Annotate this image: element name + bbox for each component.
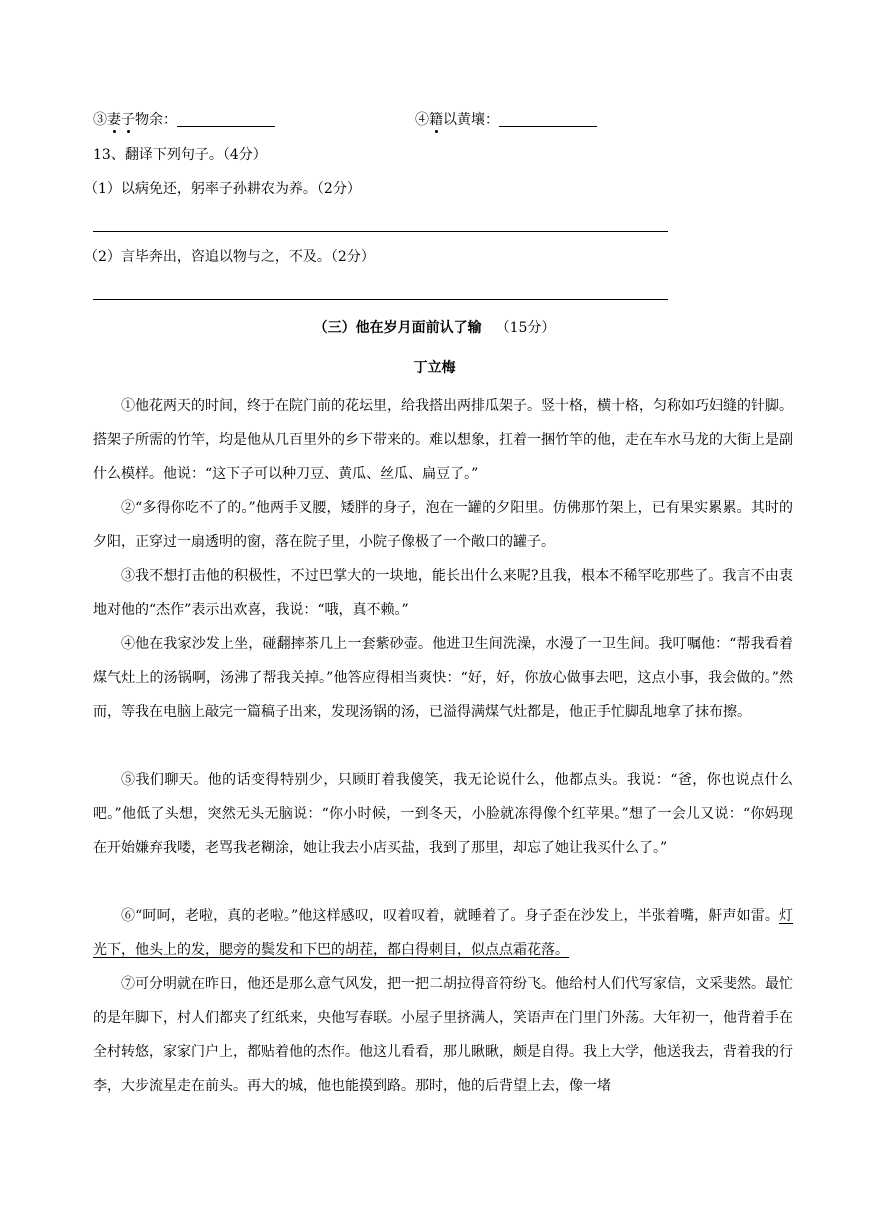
q13-sentence-1: （1）以病免还，躬率子孙耕农为养。（2分） — [84, 181, 361, 197]
paragraph-3: ③我不想打击他的积极性，不过巴掌大的一块地，能长出什么来呢?且我，根本不稀罕吃那些了。我言不由衷地对他的“杰作”表示出欢喜，我说：“哦，真不赖。” — [93, 568, 793, 618]
q13-title: 13、翻译下列句子。（4分） — [93, 147, 267, 163]
q13-answer-line-1[interactable] — [93, 231, 668, 232]
paragraph-7: ⑦可分明就在昨日，他还是那么意气风发，把一把二胡拉得音符纷飞。他给村人们代写家信，文采斐然。最忙的是年脚下，村人们都夹了红纸来，央他写春联。小屋子里挤满人，笑语声在门里门外荡。大年初一，他背着手在全村转悠，家家门户上，都贴着他的杰作。他这儿看看，那儿瞅瞅，颇是自得。我上大学，他送我去，背着我的行李，大步流星走在前头。再大的城，他也能摸到路。那时，他的后背望上去，像一堵 — [93, 976, 793, 1094]
q12-item-3-answer-blank[interactable] — [177, 126, 275, 127]
q12-item-4-prefix: ④ — [415, 112, 429, 128]
paragraph-6-text: ⑥“呵呵，老啦，真的老啦。”他这样感叹，叹着叹着，就睡着了。身子歪在沙发上，半张着嘴，鼾声如雷。 — [121, 908, 779, 924]
q12-item-3-char-4: 余 — [149, 112, 163, 128]
section-title: （三）他在岁月面前认了输 — [313, 320, 482, 336]
q12-item-4-answer-blank[interactable] — [499, 126, 597, 127]
q12-item-3-char-2: 子 — [121, 112, 135, 128]
article-author: 丁立梅 — [413, 360, 456, 376]
paragraph-2: ②“多得你吃不了的。”他两手叉腰，矮胖的身子，泡在一罐的夕阳里。仿佛那竹架上，已有果实累累。其时的夕阳，正穿过一扇透明的窗，落在院子里，小院子像极了一个敞口的罐子。 — [93, 500, 793, 550]
paragraph-5: ⑤我们聊天。他的话变得特别少，只顾盯着我傻笑，我无论说什么，他都点头。我说：“爸，你也说点什么吧。”他低了头想，突然无头无脑说：“你小时候，一到冬天，小脸就冻得像个红苹果。”想了一会儿又说：“你妈现在开始嫌弃我喽，老骂我老糊涂，她让我去小店买盐，我到了那里，却忘了她让我买什么了。” — [93, 772, 793, 856]
section-score: （15分） — [495, 320, 556, 336]
q13-answer-line-2[interactable] — [93, 299, 668, 300]
q13-sentence-2: （2）言毕奔出，咨追以物与之，不及。（2分） — [84, 249, 375, 265]
q12-item-4-char-2: 以 — [443, 112, 457, 128]
q12-item-3-prefix: ③ — [93, 112, 107, 128]
q12-item-4-colon: ： — [485, 112, 499, 128]
q12-item-4-char-3: 黄 — [457, 112, 471, 128]
paragraph-6 — [93, 899, 793, 967]
q12-item-4-char-4: 壤 — [471, 112, 485, 128]
q12-item-3-char-3: 物 — [135, 112, 149, 128]
q12-item-3-colon: ： — [163, 112, 177, 128]
paragraph-1: ①他花两天的时间，终于在院门前的花坛里，给我搭出两排瓜架子。竖十格，横十格，匀称如巧妇缝的针脚。搭架子所需的竹竿，均是他从几百里外的乡下带来的。难以想象，扛着一捆竹竿的他，走在车水马龙的大街上是副什么模样。他说：“这下子可以种刀豆、黄瓜、丝瓜、扁豆了。” — [93, 398, 793, 482]
q12-item-3 — [93, 110, 275, 130]
paragraph-6-underlined-sentence: 灯光下，他头上的发，腮旁的鬓发和下巴的胡茬，都白得刺目，似点点霜花落。 — [93, 908, 793, 958]
q12-item-3-char-1: 妻 — [107, 112, 121, 128]
q12-item-4-char-1: 籍 — [429, 112, 443, 128]
q12-item-4 — [415, 110, 597, 130]
section-heading — [0, 318, 869, 338]
paragraph-4: ④他在我家沙发上坐，碰翻摔茶几上一套紫砂壶。他进卫生间洗澡，水漫了一卫生间。我叮嘱他：“帮我看着煤气灶上的汤锅啊，汤沸了帮我关掉。”他答应得相当爽快：“好，好，你放心做事去吧，这点小事，我会做的。”然而，等我在电脑上敲完一篇稿子出来，发现汤锅的汤，已溢得满煤气灶都是，他正手忙脚乱地拿了抹布擦。 — [93, 636, 793, 720]
